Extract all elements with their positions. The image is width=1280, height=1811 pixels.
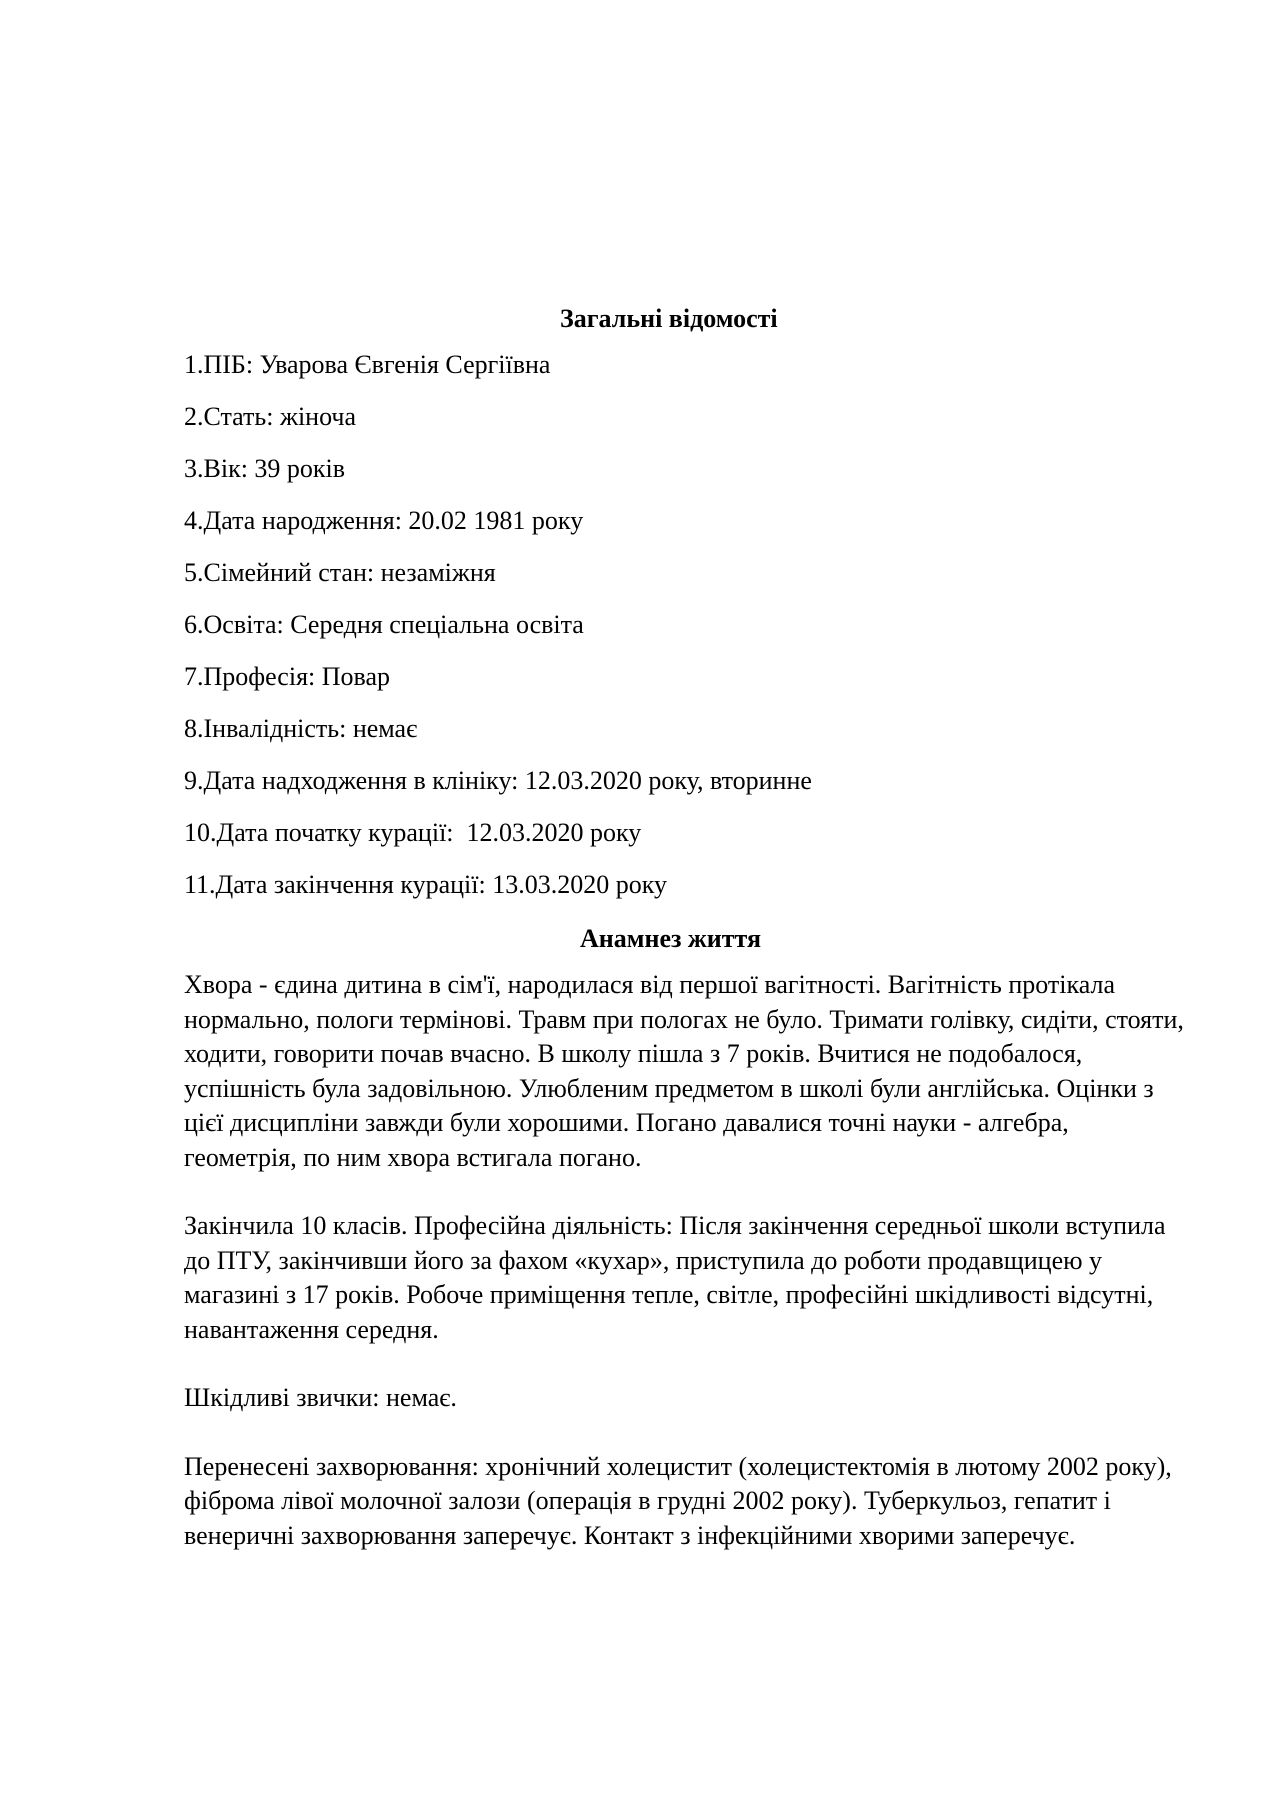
info-item-admission-date: 9.Дата надходження в клініку: 12.03.2020 року, вторинне bbox=[184, 766, 812, 795]
anamnesis-paragraph-career: Закінчила 10 класів. Професійна діяльність: Після закінчення середньої школи вступила до ПТУ, закінчивши його за фахом «кухар», приступила до роботи продавщицею у магазині з 17 років. Робоче приміщення тепле, світле, професійні шкідливості відсутні, навантаження середня. bbox=[184, 1211, 1166, 1344]
anamnesis-paragraph-habits: Шкідливі звички: немає. bbox=[184, 1383, 457, 1412]
info-item-curation-start: 10.Дата початку курації: 12.03.2020 року bbox=[184, 818, 642, 847]
section-title-general-info: Загальні відомості bbox=[560, 304, 778, 333]
anamnesis-paragraph-childhood: Хвора - єдина дитина в сім'ї, народилася від першої вагітності. Вагітність протікала нормально, пологи термінові. Травм при пологах не було. Тримати голівку, сидіти, стояти, ходити, говорити почав вчасно. В школу пішла з 7 років. Вчитися не подобалося, успішність була задовільною. Улюбленим предметом в школі були англійська. Оцінки з цієї дисципліни завжди були хорошими. Погано давалися точні науки - алгебра, геометрія, по ним хвора встигала погано. bbox=[184, 970, 1184, 1172]
general-info-list bbox=[184, 348, 1184, 920]
info-item-sex: 2.Стать: жіноча bbox=[184, 402, 357, 431]
info-item-full-name: 1.ПІБ: Уварова Євгенія Сергіївна bbox=[184, 350, 551, 379]
info-item-birth-date: 4.Дата народження: 20.02 1981 року bbox=[184, 506, 584, 535]
info-item-age: 3.Вік: 39 років bbox=[184, 454, 346, 483]
document-content bbox=[184, 302, 1184, 1553]
info-item-marital-status: 5.Сімейний стан: незаміжня bbox=[184, 558, 496, 587]
section-title-life-anamnesis: Анамнез життя bbox=[580, 924, 762, 953]
info-item-disability: 8.Інвалідність: немає bbox=[184, 714, 418, 743]
info-item-curation-end: 11.Дата закінчення курації: 13.03.2020 року bbox=[184, 870, 667, 899]
anamnesis-paragraph-diseases: Перенесені захворювання: хронічний холецистит (холецистектомія в лютому 2002 року), фіброма лівої молочної залози (операція в грудні 2002 року). Туберкульоз, гепатит і венеричні захворювання заперечує. Контакт з інфекційними хворими заперечує. bbox=[184, 1451, 1172, 1550]
info-item-profession: 7.Професія: Повар bbox=[184, 662, 391, 691]
info-item-education: 6.Освіта: Середня спеціальна освіта bbox=[184, 610, 584, 639]
